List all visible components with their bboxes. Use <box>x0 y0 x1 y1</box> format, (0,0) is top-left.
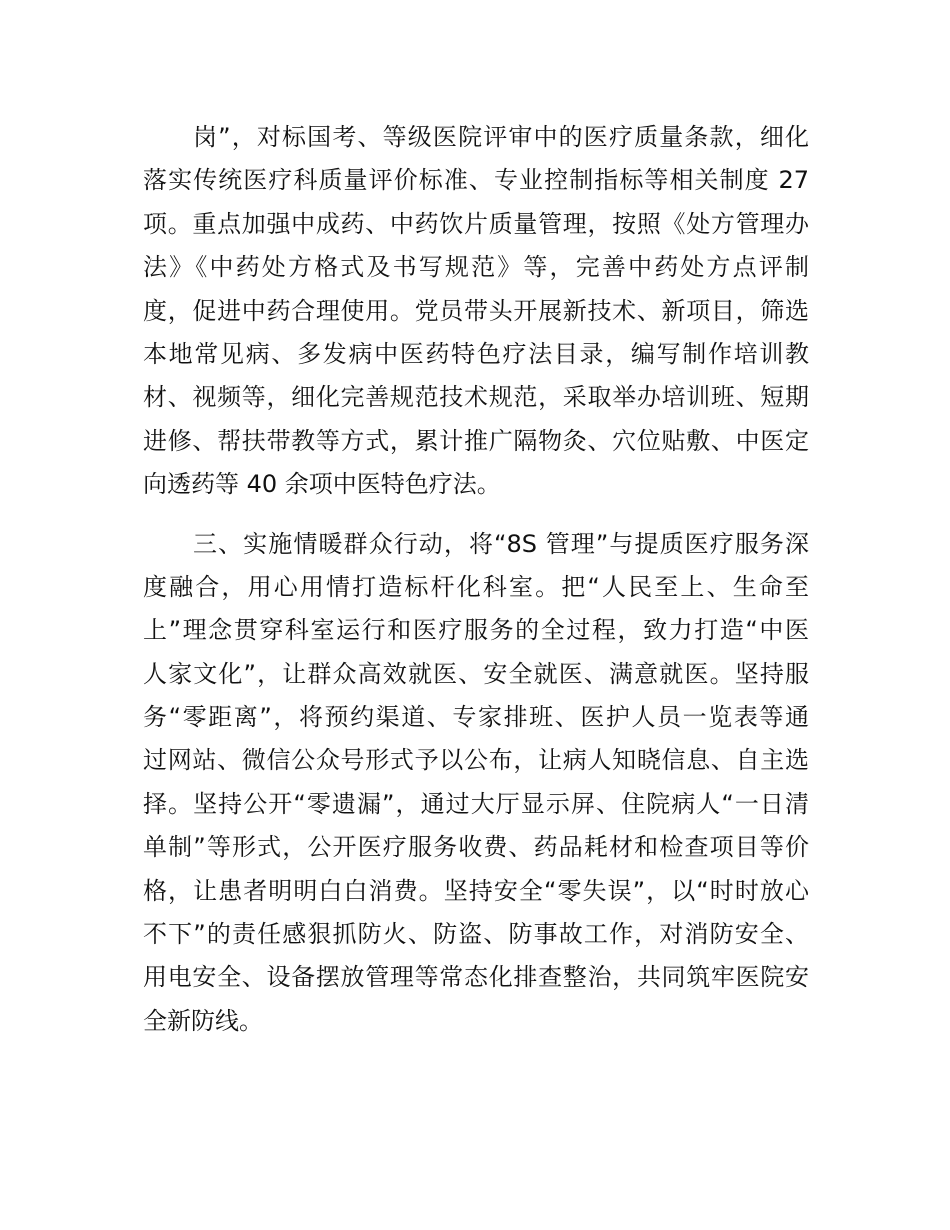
text-line: 人家文化”，让群众高效就医、安全就医、满意就医。坚持服 <box>143 659 809 688</box>
text-line: 择。坚持公开“零遗漏”，通过大厅显示屏、住院病人“一日清 <box>143 789 809 818</box>
text-line: 进修、帮扶带教等方式，累计推广隔物灸、穴位贴敷、中医定 <box>143 426 809 455</box>
text-line: 全新防线。 <box>143 1006 263 1035</box>
text-line: 岗”，对标国考、等级医院评审中的医疗质量条款，细化 <box>193 123 809 151</box>
text-line: 格，让患者明明白白消费。坚持安全“零失误”，以“时时放心 <box>143 876 809 905</box>
text-line: 上”理念贯穿科室运行和医疗服务的全过程，致力打造“中医 <box>143 616 809 645</box>
paragraph <box>143 523 809 1044</box>
text-line: 度，促进中药合理使用。党员带头开展新技术、新项目，筛选 <box>143 296 809 325</box>
text-line: 务“零距离”，将预约渠道、专家排班、医护人员一览表等通 <box>143 703 809 732</box>
text-line: 项。重点加强中成药、中药饮片质量管理，按照《处方管理办 <box>143 209 809 238</box>
text-line: 度融合，用心用情打造标杆化科室。把“人民至上、生命至 <box>143 572 809 601</box>
text-line: 本地常见病、多发病中医药特色疗法目录，编写制作培训教 <box>143 339 809 368</box>
text-line: 用电安全、设备摆放管理等常态化排查整治，共同筑牢医院安 <box>143 963 809 992</box>
text-line: 材、视频等，细化完善规范技术规范，采取举办培训班、短期 <box>143 383 809 412</box>
text-line: 法》《中药处方格式及书写规范》等，完善中药处方点评制 <box>143 253 809 282</box>
text-line: 三、实施情暖群众行动，将“8S 管理”与提质医疗服务深 <box>193 529 809 558</box>
text-line: 单制”等形式，公开医疗服务收费、药品耗材和检查项目等价 <box>143 833 809 862</box>
document-page <box>143 116 809 1059</box>
text-line: 过网站、微信公众号形式予以公布，让病人知晓信息、自主选 <box>143 746 809 775</box>
text-line: 不下”的责任感狠抓防火、防盗、防事故工作，对消防安全、 <box>143 920 809 949</box>
text-line: 向透药等 40 余项中医特色疗法。 <box>143 470 501 499</box>
paragraph <box>143 116 809 507</box>
text-line: 落实传统医疗科质量评价标准、专业控制指标等相关制度 27 <box>143 166 809 195</box>
